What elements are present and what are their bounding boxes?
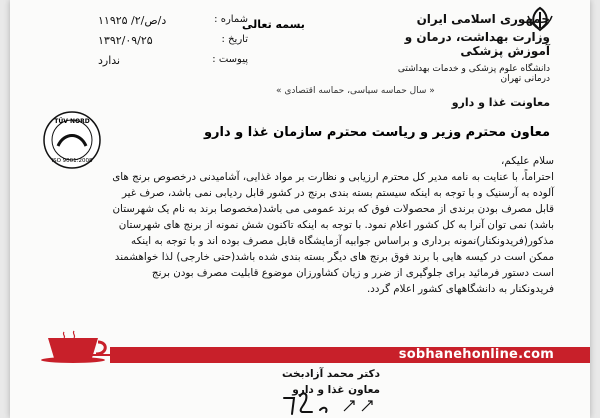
department-name: معاونت غذا و دارو xyxy=(451,96,550,109)
meta-number-row xyxy=(98,14,248,34)
svg-text:TÜV NORD: TÜV NORD xyxy=(54,118,90,125)
date-value: ۱۳۹۲/۰۹/۲۵ xyxy=(98,34,153,47)
body-paragraph: احتراماً، با عنایت به نامه مدیر کل محترم ارزیابی و نظارت بر مواد غذایی، آشامیدنی درخصوص برنج های آلوده به آرسنیک و با توجه به اینکه سیستم بسته بندی برنج در کشور قابل ردیابی نمی باشد، صرف غیر قابل مصرف بودن برندی از محصولات فوق که برند عمومی می باشد(مخصوصا برند به نام یک شهرستان باشد) نمی توان آنرا به کل کشور اعلام نمود. با توجه به اینکه تاکنون شش نمونه از برنج های شهرستان مذکور(فریدونکنار)نمونه برداری و براساس جوابیه آزمایشگاه قابل مصرف بوده اند و با توجه به اینکه ممکن است در کیسه هایی با برند فوق برنج های دیگر بسته بندی شده باشد(حتی خارجی) لذا خواهشمند است دستور فرمائید برای جلوگیری از ضرر و زیان کشاورزان موضوع قابلیت مصرف بودن برنج فریدونکنار به دانشگاههای کشور اعلام گردد. xyxy=(112,171,554,295)
greeting: سلام علیکم، xyxy=(501,155,554,167)
ministry-line2: وزارت بهداشت، درمان و آموزش پزشکی xyxy=(404,30,550,58)
meta-date-row xyxy=(98,34,248,54)
date-label: تاریخ : xyxy=(221,34,248,45)
invocation: بسمه تعالی xyxy=(242,18,305,31)
university-line: دانشگاه علوم پزشکی و خدمات بهداشتی درمانی تهران xyxy=(397,64,550,84)
attachment-value: ندارد xyxy=(98,54,121,67)
letter-body xyxy=(109,153,554,297)
signer-title: معاون غذا و دارو xyxy=(292,384,380,396)
number-label: شماره : xyxy=(214,14,248,25)
attachment-label: پیوست : xyxy=(212,54,248,65)
ministry-line1: جمهوری اسلامی ایران xyxy=(416,12,550,26)
watermark-url: sobhanehonline.com xyxy=(398,347,554,362)
number-value: ۱۱۹۲۵ /۲/د/ص xyxy=(98,14,167,27)
letter-meta xyxy=(98,14,248,74)
signer-name: دکتر محمد آزادبخت xyxy=(281,368,380,380)
arrows-mark-icon xyxy=(340,395,380,415)
recipient-line: معاون محترم وزیر و ریاست محترم سازمان غذا و دارو xyxy=(203,125,550,140)
meta-attachment-row xyxy=(98,54,248,74)
svg-text:ISO 9001:2008: ISO 9001:2008 xyxy=(51,158,93,164)
year-slogan: « سال حماسه سیاسی، حماسه اقتصادی » xyxy=(276,86,435,96)
iso-certification-seal xyxy=(42,110,102,170)
letter-page xyxy=(10,0,590,418)
